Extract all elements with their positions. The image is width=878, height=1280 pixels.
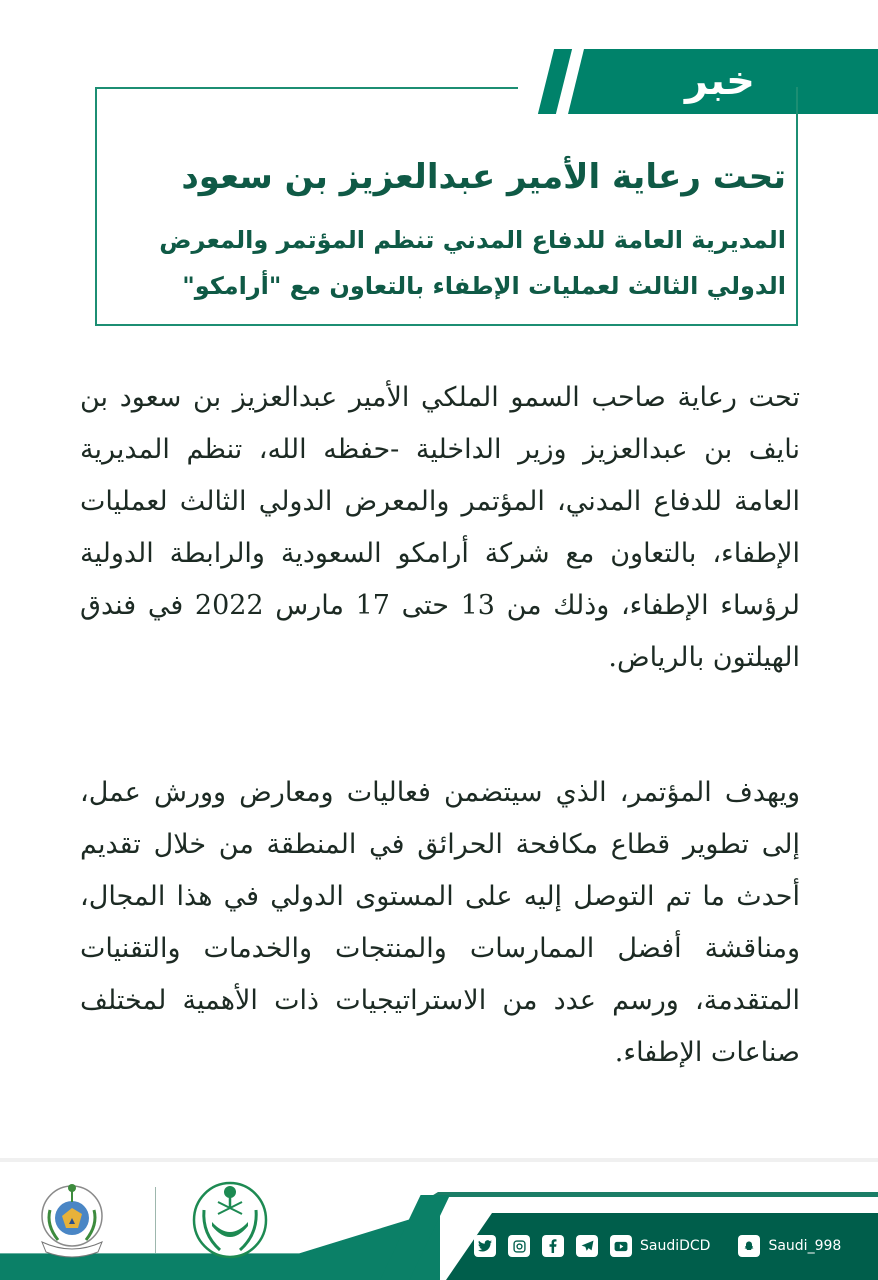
logo-divider xyxy=(155,1187,156,1253)
body-paragraph-1: تحت رعاية صاحب السمو الملكي الأمير عبدالعزيز بن سعود بن نايف بن عبدالعزيز وزير الداخلية -حفظه الله، تنظم المديرية العامة للدفاع المدني، المؤتمر والمعرض الدولي الثالث لعمليات الإطفاء، بالتعاون مع شركة أرامكو السعودية والرابطة الدولية لرؤساء الإطفاء، وذلك من 13 حتى 17 مارس 2022 في فندق الهيلتون بالرياض. xyxy=(80,382,800,673)
telegram-icon[interactable] xyxy=(576,1235,598,1257)
footer-divider xyxy=(0,1158,878,1162)
headline-subtitle-line-2: الدولي الثالث لعمليات الإطفاء بالتعاون مع "أرامكو" xyxy=(182,272,786,300)
civil-defense-emblem-icon xyxy=(32,1180,112,1260)
instagram-icon[interactable] xyxy=(508,1235,530,1257)
footer-band-line xyxy=(430,1192,878,1197)
social-handle-snapchat[interactable]: Saudi_998 xyxy=(768,1238,842,1254)
social-handle-main[interactable]: SaudiDCD xyxy=(640,1238,711,1254)
youtube-icon[interactable] xyxy=(610,1235,632,1257)
twitter-icon[interactable] xyxy=(474,1235,496,1257)
headline-title: تحت رعاية الأمير عبدالعزيز بن سعود xyxy=(181,157,786,197)
social-links xyxy=(474,1233,841,1259)
news-tag-label: خبر xyxy=(684,58,756,104)
facebook-icon[interactable] xyxy=(542,1235,564,1257)
ministry-of-interior-emblem-icon xyxy=(190,1180,270,1260)
body-paragraph-2: ويهدف المؤتمر، الذي سيتضمن فعاليات ومعارض وورش عمل، إلى تطوير قطاع مكافحة الحرائق في المنطقة من خلال تقديم أحدث ما تم التوصل إليه على المستوى الدولي في هذا المجال، ومناقشة أفضل الممارسات والمنتجات والخدمات والتقنيات المتقدمة، ورسم عدد من الاستراتيجيات ذات الأهمية لمختلف صناعات الإطفاء. xyxy=(80,777,800,1068)
snapchat-icon[interactable] xyxy=(738,1235,760,1257)
headline-subtitle-line-1: المديرية العامة للدفاع المدني تنظم المؤتمر والمعرض xyxy=(159,226,786,254)
